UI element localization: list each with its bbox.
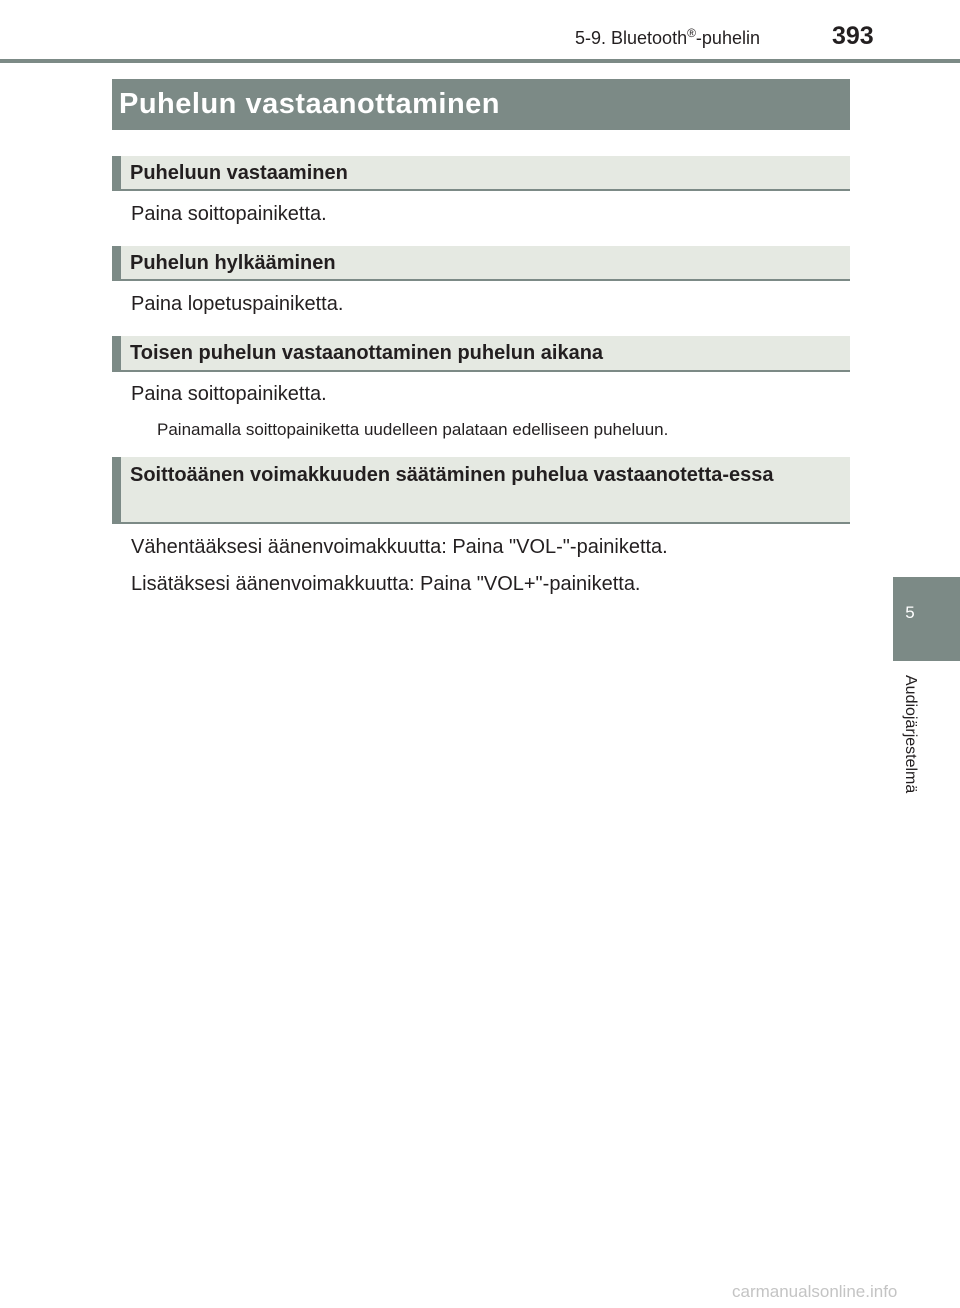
main-title-bar [112,79,850,130]
subheading-bar-ringtone-volume [112,457,850,524]
section-title-prefix: 5-9. Bluetooth [575,28,688,48]
chapter-number: 5 [905,603,915,622]
subheading-bar-second-call [112,336,850,372]
subheading-ringtone-volume: Soittoäänen voimakkuuden säätäminen puhelua vastaanotetta-essa [130,464,774,486]
instruction-volume-down: Vähentääksesi äänenvoimakkuutta: Paina "VOL-"-painiketta. [131,536,668,558]
section-title [575,26,760,50]
watermark: carmanualsonline.info [732,1282,898,1301]
header-rule [0,59,960,63]
page-title: Puhelun vastaanottaminen [119,88,501,120]
subheading-bar-answer-call [112,156,850,191]
instruction-answer-call: Paina soittopainiketta. [131,203,327,225]
instruction-second-call: Paina soittopainiketta. [131,383,327,405]
instruction-reject-call: Paina lopetuspainiketta. [131,293,344,315]
instruction-volume-up: Lisätäksesi äänenvoimakkuutta: Paina "VOL+"-painiketta. [131,573,641,595]
subheading-bar-reject-call [112,246,850,281]
chapter-tab [893,577,960,661]
note-second-call: Painamalla soittopainiketta uudelleen palataan edelliseen puheluun. [157,420,669,439]
section-title-suffix: -puhelin [695,28,760,48]
registered-mark: ® [687,26,696,40]
subheading-reject-call: Puhelun hylkääminen [130,252,336,274]
subheading-second-call: Toisen puhelun vastaanottaminen puhelun aikana [130,342,604,364]
chapter-label: Audiojärjestelmä [902,675,919,794]
subheading-answer-call: Puheluun vastaaminen [130,162,348,184]
page-number: 393 [832,22,874,50]
